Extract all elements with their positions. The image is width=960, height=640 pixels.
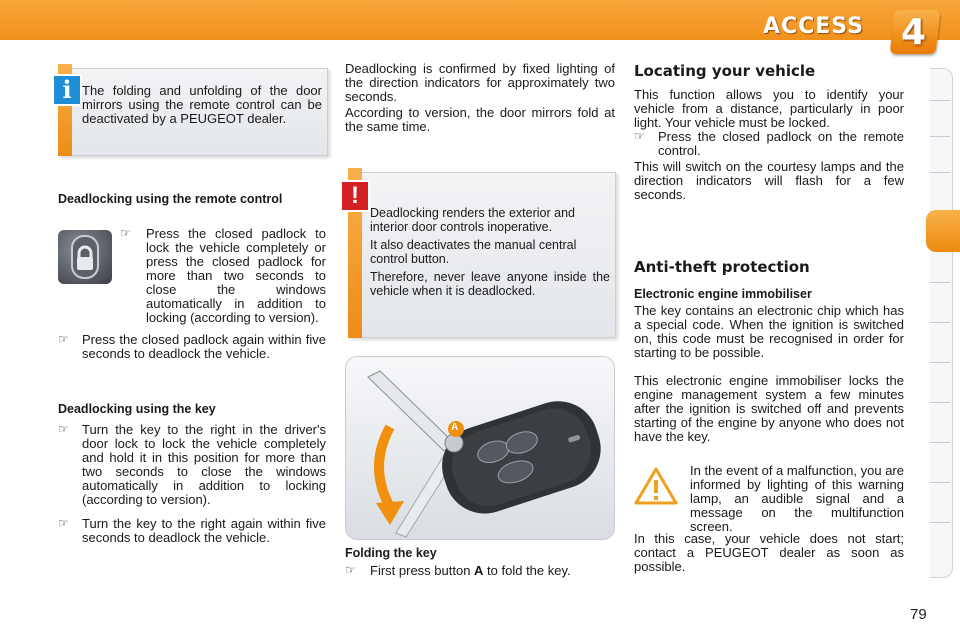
folding-text-pre: First press button: [370, 563, 475, 578]
deadlock-confirmation-text: Deadlocking is confirmed by fixed lighting of the direction indicators for approximately two seconds.: [345, 61, 615, 104]
key-deadlock-heading: Deadlocking using the key: [58, 402, 216, 416]
bullet-icon: ☞: [58, 422, 69, 436]
remote-deadlock-heading: Deadlocking using the remote control: [58, 192, 283, 206]
chapter-tab-rail: [930, 68, 953, 578]
folding-text-post: to fold the key.: [483, 563, 571, 578]
chapter-tab[interactable]: [930, 442, 950, 443]
folding-key-bullet: [370, 564, 620, 578]
locating-heading: Locating your vehicle: [634, 62, 816, 80]
chapter-tab[interactable]: [930, 136, 950, 137]
folding-key-heading: Folding the key: [345, 546, 437, 560]
immobiliser-warning-text: In the event of a malfunction, you are informed by lighting of this warning lamp, an audible signal and a message on the multifunction screen.: [690, 463, 904, 534]
warning-line-3: Therefore, never leave anyone inside the vehicle when it is deadlocked.: [370, 270, 610, 298]
info-note-text: The folding and unfolding of the door mirrors using the remote control can be deactivated by a PEUGEOT dealer.: [82, 83, 322, 126]
chapter-tab[interactable]: [930, 402, 950, 403]
chapter-tab[interactable]: [930, 482, 950, 483]
chapter-tab-active[interactable]: [926, 210, 960, 252]
remote-deadlock-bullet-1: Press the closed padlock to lock the vehicle completely or press the closed padlock for more than two seconds to close the windows automatically in addition to locking (according to version).: [146, 226, 326, 325]
warning-note-text: [370, 206, 610, 302]
warning-line-2: It also deactivates the manual central control button.: [370, 238, 577, 266]
chapter-tab[interactable]: [930, 172, 950, 173]
locating-result: This will switch on the courtesy lamps and the direction indicators will flash for a few seconds.: [634, 159, 904, 202]
chapter-tab[interactable]: [930, 322, 950, 323]
locating-intro: This function allows you to identify your vehicle from a distance, particularly in poor light. Your vehicle must be locked.: [634, 87, 904, 130]
antitheft-heading: Anti-theft protection: [634, 258, 810, 276]
chapter-number: 4: [900, 12, 926, 53]
bullet-icon: ☞: [345, 563, 356, 577]
button-a-label: A: [451, 422, 459, 433]
immobiliser-chip-text: The key contains an electronic chip which has a special code. When the ignition is switched on, this code must be recognised in order for starting to be possible.: [634, 303, 904, 360]
key-folding-illustration: [345, 356, 615, 540]
closed-padlock-button-image: [58, 230, 112, 284]
chapter-title: ACCESS: [762, 14, 864, 39]
bullet-icon: ☞: [120, 226, 131, 240]
warning-triangle-icon: [634, 466, 678, 506]
chapter-tab[interactable]: [930, 282, 950, 283]
bullet-icon: ☞: [58, 332, 69, 346]
exclamation-icon: !: [340, 180, 370, 212]
remote-deadlock-bullet-2: Press the closed padlock again within five seconds to deadlock the vehicle.: [82, 332, 326, 361]
chapter-tab[interactable]: [930, 100, 950, 101]
immobiliser-lock-text: This electronic engine immobiliser locks the engine management system a few minutes after the ignition is switched off and prevents starting of the engine by anyone who does not have the key.: [634, 373, 904, 444]
immobiliser-subheading: Electronic engine immobiliser: [634, 287, 812, 301]
header-underlay: [0, 40, 960, 60]
page-number: 79: [910, 606, 927, 623]
key-deadlock-bullet-1: Turn the key to the right in the driver's door lock to lock the vehicle completely and hold it in this position for more than two seconds to close the windows automatically in addition to locking (according to version).: [82, 422, 326, 507]
locating-bullet: Press the closed padlock on the remote control.: [658, 129, 904, 158]
padlock-icon: [58, 230, 112, 284]
chapter-tab[interactable]: [930, 362, 950, 363]
bullet-icon: ☞: [58, 516, 69, 530]
info-icon: i: [52, 74, 82, 106]
bullet-icon: ☞: [634, 129, 645, 143]
folding-text-button: A: [474, 563, 484, 578]
chapter-tab[interactable]: [930, 522, 950, 523]
remote-key-illustration: [346, 357, 614, 539]
key-deadlock-bullet-2: Turn the key to the right again within five seconds to deadlock the vehicle.: [82, 516, 326, 545]
mirror-fold-text: According to version, the door mirrors fold at the same time.: [345, 105, 615, 134]
warning-line-1: Deadlocking renders the exterior and interior door controls inoperative.: [370, 206, 575, 234]
immobiliser-contact-text: In this case, your vehicle does not start; contact a PEUGEOT dealer as soon as possible.: [634, 531, 904, 574]
